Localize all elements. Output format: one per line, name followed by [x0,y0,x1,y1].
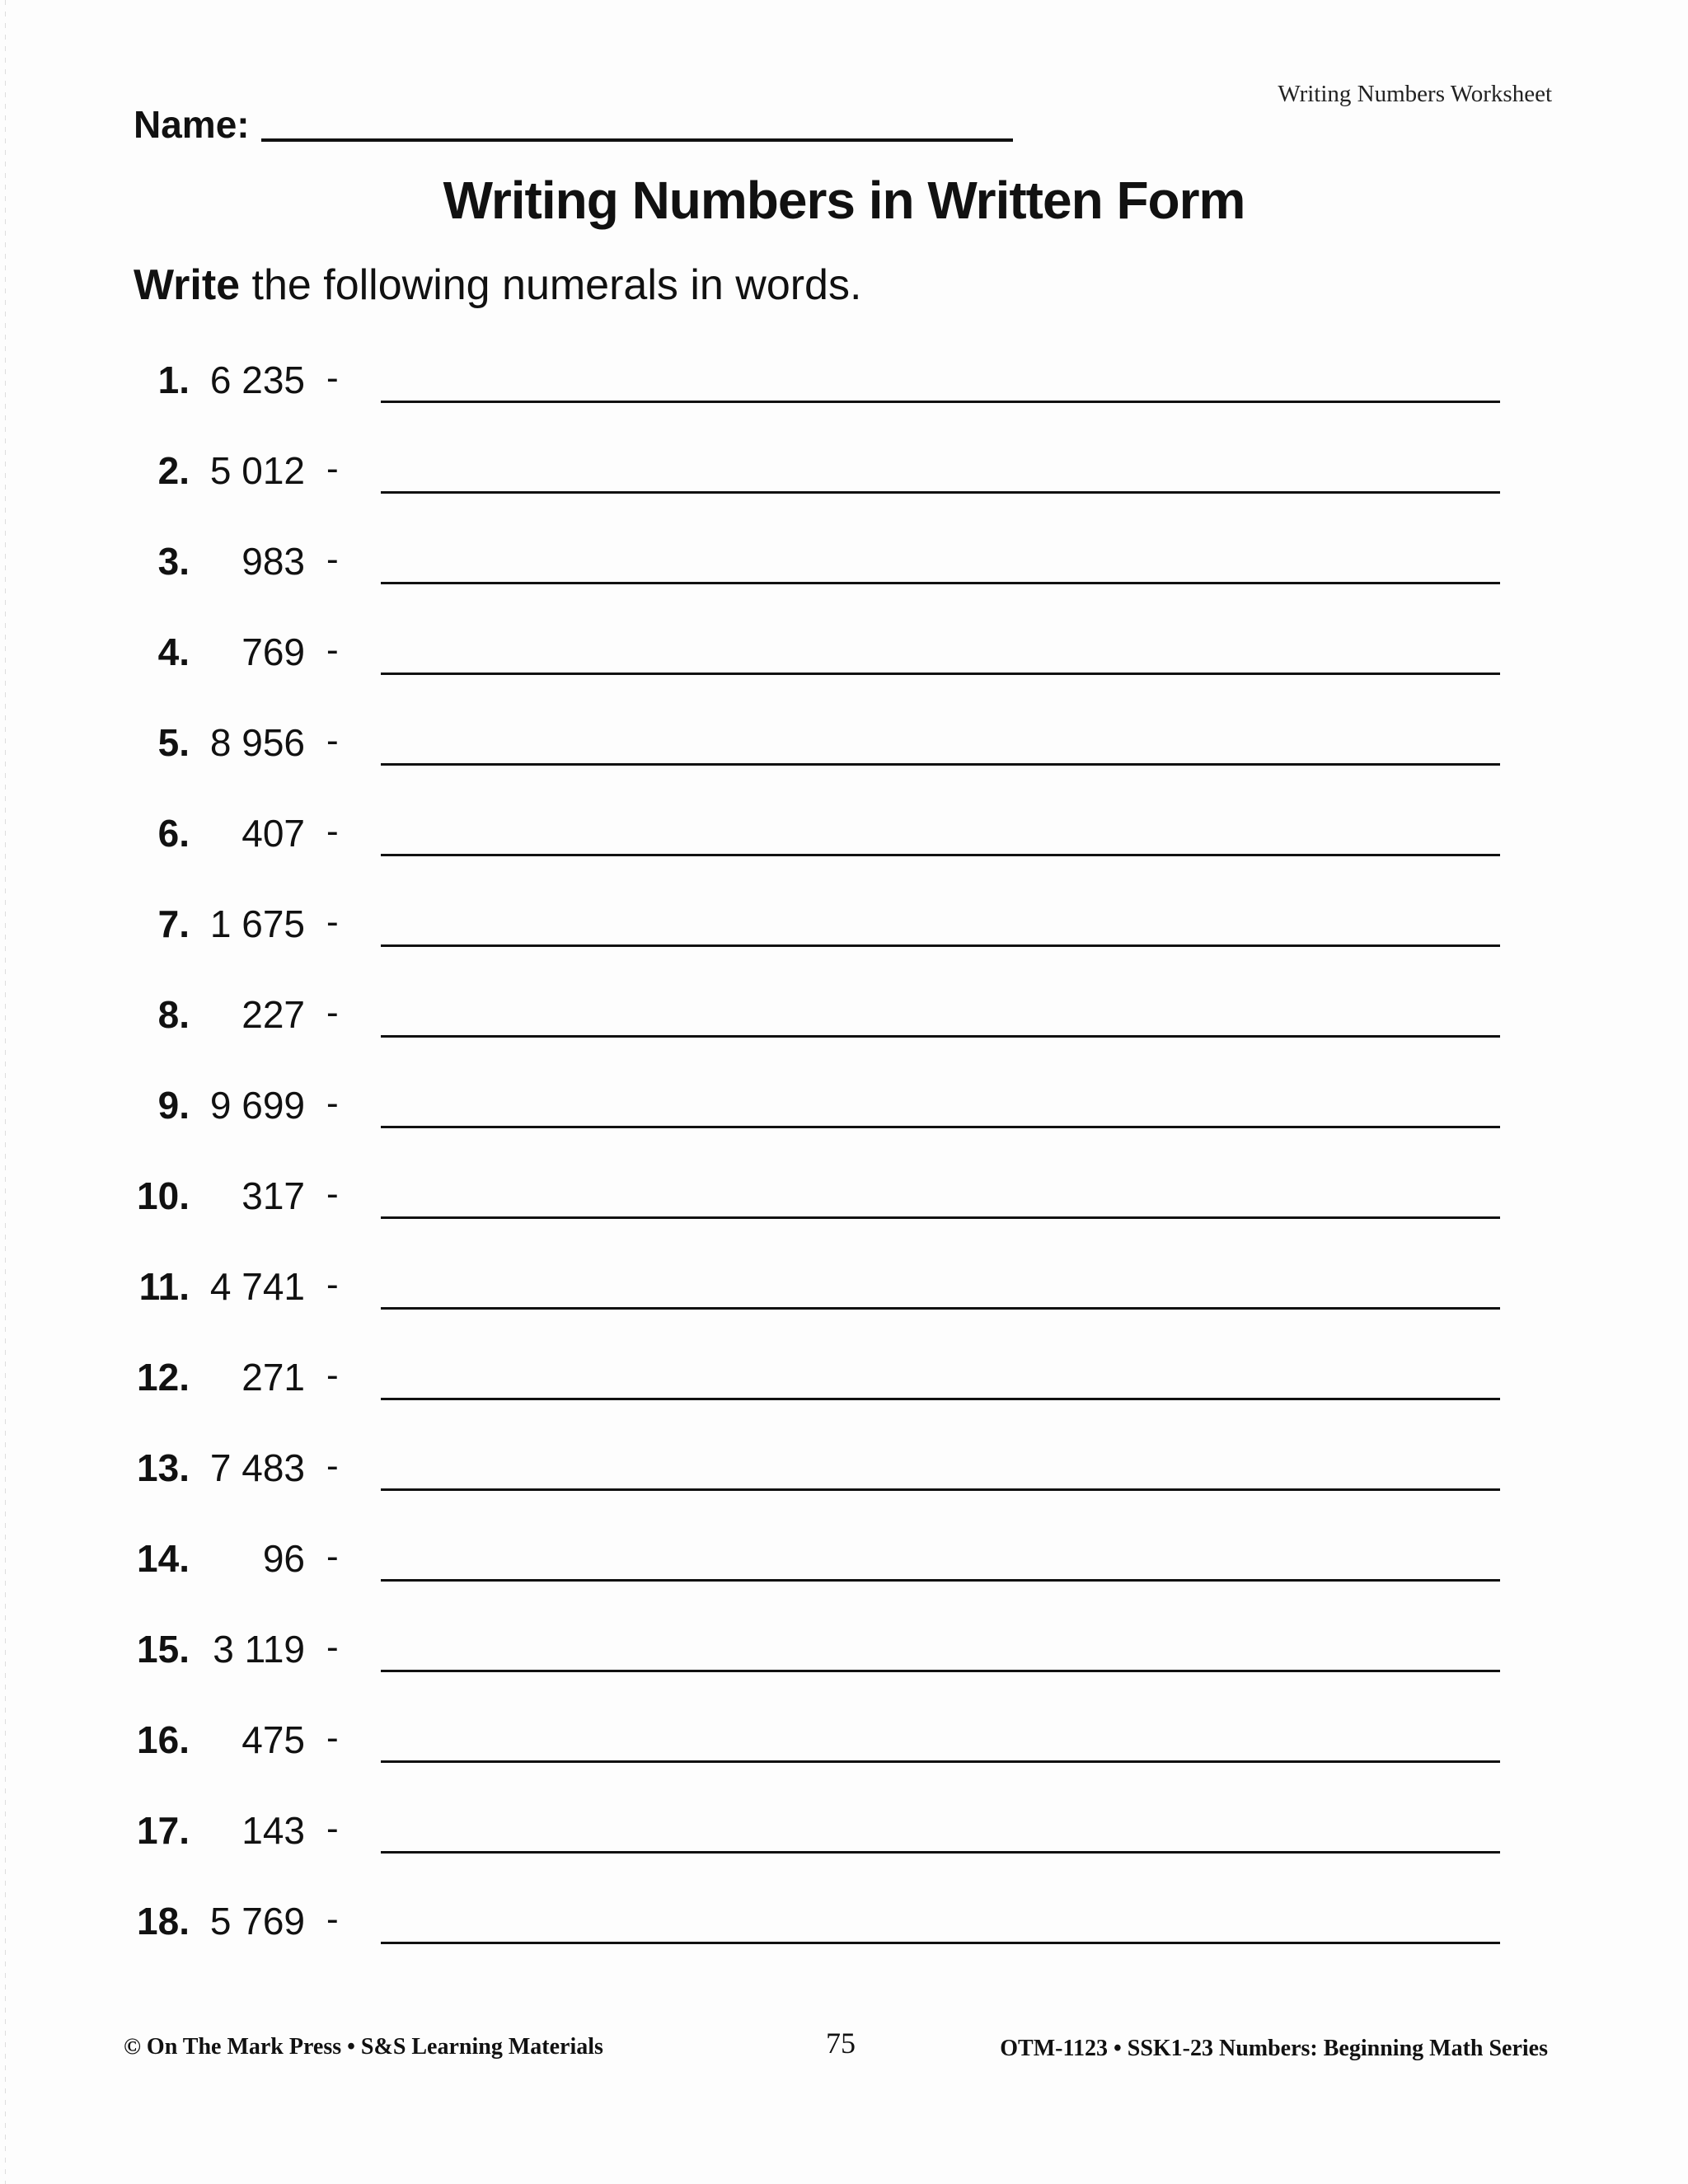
answer-line[interactable] [381,673,1500,675]
item-numeral: 8 956 [209,721,305,764]
exercise-item [0,534,1688,600]
item-dash: - [326,1718,339,1758]
item-number: 3. [157,540,190,583]
instructions [134,260,861,310]
answer-line[interactable] [381,1216,1500,1219]
name-label: Name: [134,103,250,146]
instructions-verb: Write [134,261,241,309]
answer-line[interactable] [381,1579,1500,1582]
exercise-item [0,1259,1688,1325]
item-numeral: 1 675 [209,902,305,945]
item-dash: - [326,811,339,851]
footer-series: OTM-1123 • SSK1-23 Numbers: Beginning Math Series [1000,2036,1548,2061]
name-row [134,102,1013,147]
answer-line[interactable] [381,1670,1500,1672]
item-dash: - [326,1174,339,1214]
item-numeral: 96 [262,1537,305,1580]
item-dash: - [326,448,339,489]
item-numeral: 6 235 [209,359,305,401]
item-dash: - [326,1446,339,1486]
item-numeral: 7 483 [209,1446,305,1489]
item-number: 2. [157,449,190,492]
item-dash: - [326,1808,339,1849]
exercise-item [0,897,1688,963]
item-dash: - [326,630,339,670]
exercise-item [0,353,1688,419]
answer-line[interactable] [381,401,1500,403]
item-numeral: 983 [241,540,305,583]
item-numeral: 407 [241,812,305,855]
answer-line[interactable] [381,491,1500,494]
item-number: 1. [157,359,190,401]
item-dash: - [326,1899,339,1939]
answer-line[interactable] [381,582,1500,584]
exercise-item [0,1441,1688,1507]
item-number: 17. [137,1809,190,1852]
exercise-item [0,625,1688,691]
name-field[interactable] [261,138,1013,142]
answer-line[interactable] [381,1307,1500,1310]
answer-line[interactable] [381,1488,1500,1491]
header-tag: Writing Numbers Worksheet [1278,81,1552,107]
answer-line[interactable] [381,944,1500,947]
item-number: 12. [137,1356,190,1399]
item-number: 8. [157,993,190,1036]
item-numeral: 5 769 [209,1900,305,1943]
item-dash: - [326,358,339,398]
answer-line[interactable] [381,1126,1500,1128]
answer-line[interactable] [381,1035,1500,1038]
item-dash: - [326,1355,339,1395]
exercise-item [0,806,1688,872]
item-dash: - [326,902,339,942]
item-numeral: 3 119 [213,1628,305,1671]
item-numeral: 271 [241,1356,305,1399]
item-number: 9. [157,1084,190,1127]
item-numeral: 769 [241,630,305,673]
item-numeral: 475 [241,1718,305,1761]
answer-line[interactable] [381,763,1500,766]
item-numeral: 9 699 [209,1084,305,1127]
item-dash: - [326,1627,339,1667]
item-number: 7. [157,902,190,945]
exercise-item [0,443,1688,509]
item-numeral: 317 [241,1174,305,1217]
item-number: 16. [137,1718,190,1761]
item-number: 11. [138,1265,190,1308]
item-number: 15. [137,1628,190,1671]
item-number: 4. [157,630,190,673]
answer-line[interactable] [381,1942,1500,1944]
exercise-item [0,715,1688,781]
page-number: 75 [826,2027,856,2060]
answer-line[interactable] [381,1851,1500,1854]
exercise-item [0,1078,1688,1144]
item-number: 13. [137,1446,190,1489]
item-number: 18. [137,1900,190,1943]
answer-line[interactable] [381,1398,1500,1400]
exercise-item [0,987,1688,1053]
exercise-item [0,1713,1688,1779]
exercise-item [0,1894,1688,1960]
item-numeral: 4 741 [209,1265,305,1308]
item-number: 14. [137,1537,190,1580]
item-numeral: 143 [241,1809,305,1852]
item-dash: - [326,992,339,1033]
page-title: Writing Numbers in Written Form [443,171,1245,230]
instructions-text: the following numerals in words. [240,261,862,309]
item-numeral: 227 [241,993,305,1036]
footer-copyright: © On The Mark Press • S&S Learning Materials [124,2034,603,2060]
item-dash: - [326,1264,339,1305]
item-number: 10. [137,1174,190,1217]
item-dash: - [326,1536,339,1577]
exercise-item [0,1531,1688,1597]
item-dash: - [326,720,339,761]
item-numeral: 5 012 [209,449,305,492]
exercise-item [0,1350,1688,1416]
item-dash: - [326,1083,339,1123]
item-number: 5. [157,721,190,764]
exercise-item [0,1622,1688,1688]
exercise-item [0,1169,1688,1235]
answer-line[interactable] [381,1760,1500,1763]
answer-line[interactable] [381,854,1500,856]
item-number: 6. [157,812,190,855]
exercise-item [0,1803,1688,1869]
item-dash: - [326,539,339,579]
